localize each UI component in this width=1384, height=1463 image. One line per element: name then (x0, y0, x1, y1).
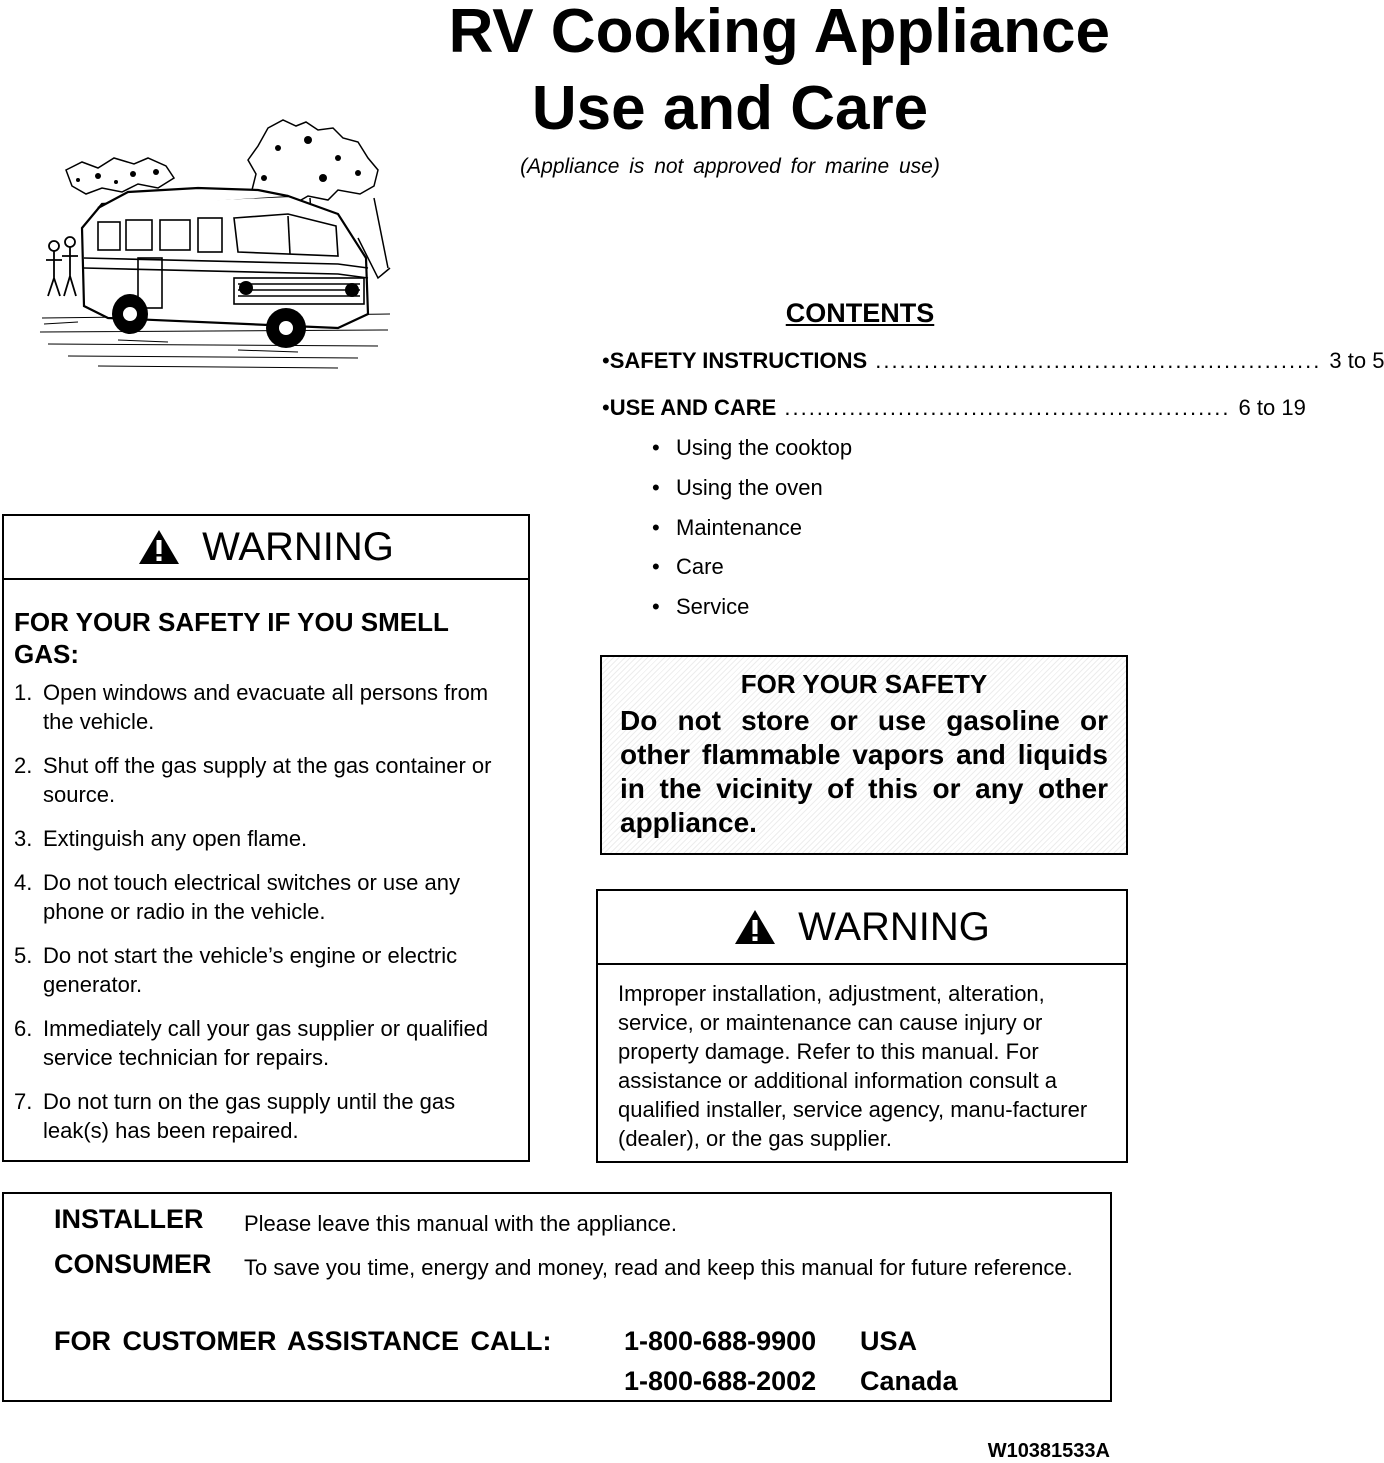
toc-subitem-label: Using the cooktop (676, 435, 853, 460)
phone-country-usa: USA (860, 1326, 918, 1356)
list-item (4, 868, 528, 926)
warning-triangle-icon (138, 529, 180, 565)
toc-subitem-label: Maintenance (676, 515, 802, 540)
toc-entry-safety-instructions[interactable] (602, 348, 1384, 374)
toc-label: USE AND CARE (609, 395, 777, 420)
phone-number-canada[interactable]: 1-800-688-2002 (624, 1366, 817, 1396)
warning-header (4, 516, 528, 580)
bullet-icon: • (652, 594, 660, 619)
toc-pages: 6 to 19 (1238, 395, 1306, 420)
step-text: Shut off the gas supply at the gas container or source. (43, 753, 492, 807)
bullet-icon: • (652, 515, 660, 540)
gas-warning-box (2, 514, 530, 1162)
step-text: Extinguish any open flame. (43, 826, 308, 851)
installer-consumer-box (2, 1192, 1112, 1402)
warning-title: WARNING (202, 524, 394, 569)
warning-header (598, 891, 1126, 965)
step-text: Do not start the vehicle’s engine or electric generator. (43, 943, 458, 997)
warning-triangle-icon (734, 909, 776, 945)
toc-subitem (652, 435, 852, 461)
toc-subitem (652, 475, 823, 501)
step-number: 2. (14, 753, 33, 778)
motorhome-illustration (38, 118, 394, 380)
list-item (4, 678, 528, 736)
safety-notice-box (600, 655, 1128, 855)
step-number: 4. (14, 870, 33, 895)
toc-subitem-label: Service (676, 594, 750, 619)
step-number: 3. (14, 826, 33, 851)
toc-label: SAFETY INSTRUCTIONS (609, 348, 868, 373)
installation-warning-text: Improper installation, adjustment, alteration, service, or maintenance can cause injury or property damage. Refer to this manual. For assistance or additional information consult a qualified installer, service agency, manu-facturer (dealer), or the gas supplier. (618, 981, 1088, 1151)
toc-leader-dots: ....................................................... (875, 348, 1322, 373)
warning-title: WARNING (798, 904, 990, 949)
page-title-line-2: Use and Care (531, 74, 929, 143)
toc-pages: 3 to 5 (1329, 348, 1384, 373)
step-number: 5. (14, 943, 33, 968)
toc-entry-use-and-care[interactable] (602, 395, 1306, 421)
installer-label: INSTALLER (54, 1204, 204, 1234)
bullet-icon: • (652, 475, 660, 500)
installer-text: Please leave this manual with the appliance. (244, 1211, 677, 1236)
toc-leader-dots: ....................................................... (784, 395, 1231, 420)
gas-safety-steps (4, 678, 528, 1145)
installation-warning-box (596, 889, 1128, 1163)
toc-subitem-label: Care (676, 554, 724, 579)
page-title: RV Cooking Appliance (448, 0, 1110, 66)
consumer-label: CONSUMER (54, 1249, 212, 1279)
list-item (4, 824, 528, 853)
list-item (4, 1014, 528, 1072)
gas-warning-subheading: FOR YOUR SAFETY IF YOU SMELL GAS: (14, 607, 449, 669)
toc-subitem (652, 594, 749, 620)
toc-subitem (652, 515, 802, 541)
toc-subitem (652, 554, 724, 580)
list-item (4, 1087, 528, 1145)
step-number: 6. (14, 1016, 33, 1041)
phone-country-canada: Canada (860, 1366, 958, 1396)
phone-number-usa[interactable]: 1-800-688-9900 (624, 1326, 817, 1356)
safety-notice-heading: FOR YOUR SAFETY (740, 669, 988, 699)
bullet-icon: • (602, 395, 610, 420)
bullet-icon: • (652, 435, 660, 460)
bullet-icon: • (602, 348, 610, 373)
toc-subitem-label: Using the oven (676, 475, 823, 500)
document-code: W10381533A (987, 1440, 1110, 1462)
safety-notice-text: Do not store or use gasoline or other flammable vapors and liquids in the vicinity of this or any other appliance. (620, 705, 1108, 838)
customer-assistance-label: FOR CUSTOMER ASSISTANCE CALL: (54, 1326, 552, 1356)
step-text: Immediately call your gas supplier or qualified service technician for repairs. (43, 1016, 489, 1070)
step-text: Do not turn on the gas supply until the gas leak(s) has been repaired. (43, 1089, 456, 1143)
step-text: Do not touch electrical switches or use any phone or radio in the vehicle. (43, 870, 460, 924)
list-item (4, 751, 528, 809)
subtitle: (Appliance is not approved for marine use) (520, 155, 940, 178)
step-text: Open windows and evacuate all persons from the vehicle. (43, 680, 489, 734)
bullet-icon: • (652, 554, 660, 579)
contents-heading: CONTENTS (785, 298, 935, 328)
consumer-text: To save you time, energy and money, read and keep this manual for future reference. (244, 1255, 1073, 1280)
step-number: 1. (14, 680, 33, 705)
list-item (4, 941, 528, 999)
step-number: 7. (14, 1089, 33, 1114)
